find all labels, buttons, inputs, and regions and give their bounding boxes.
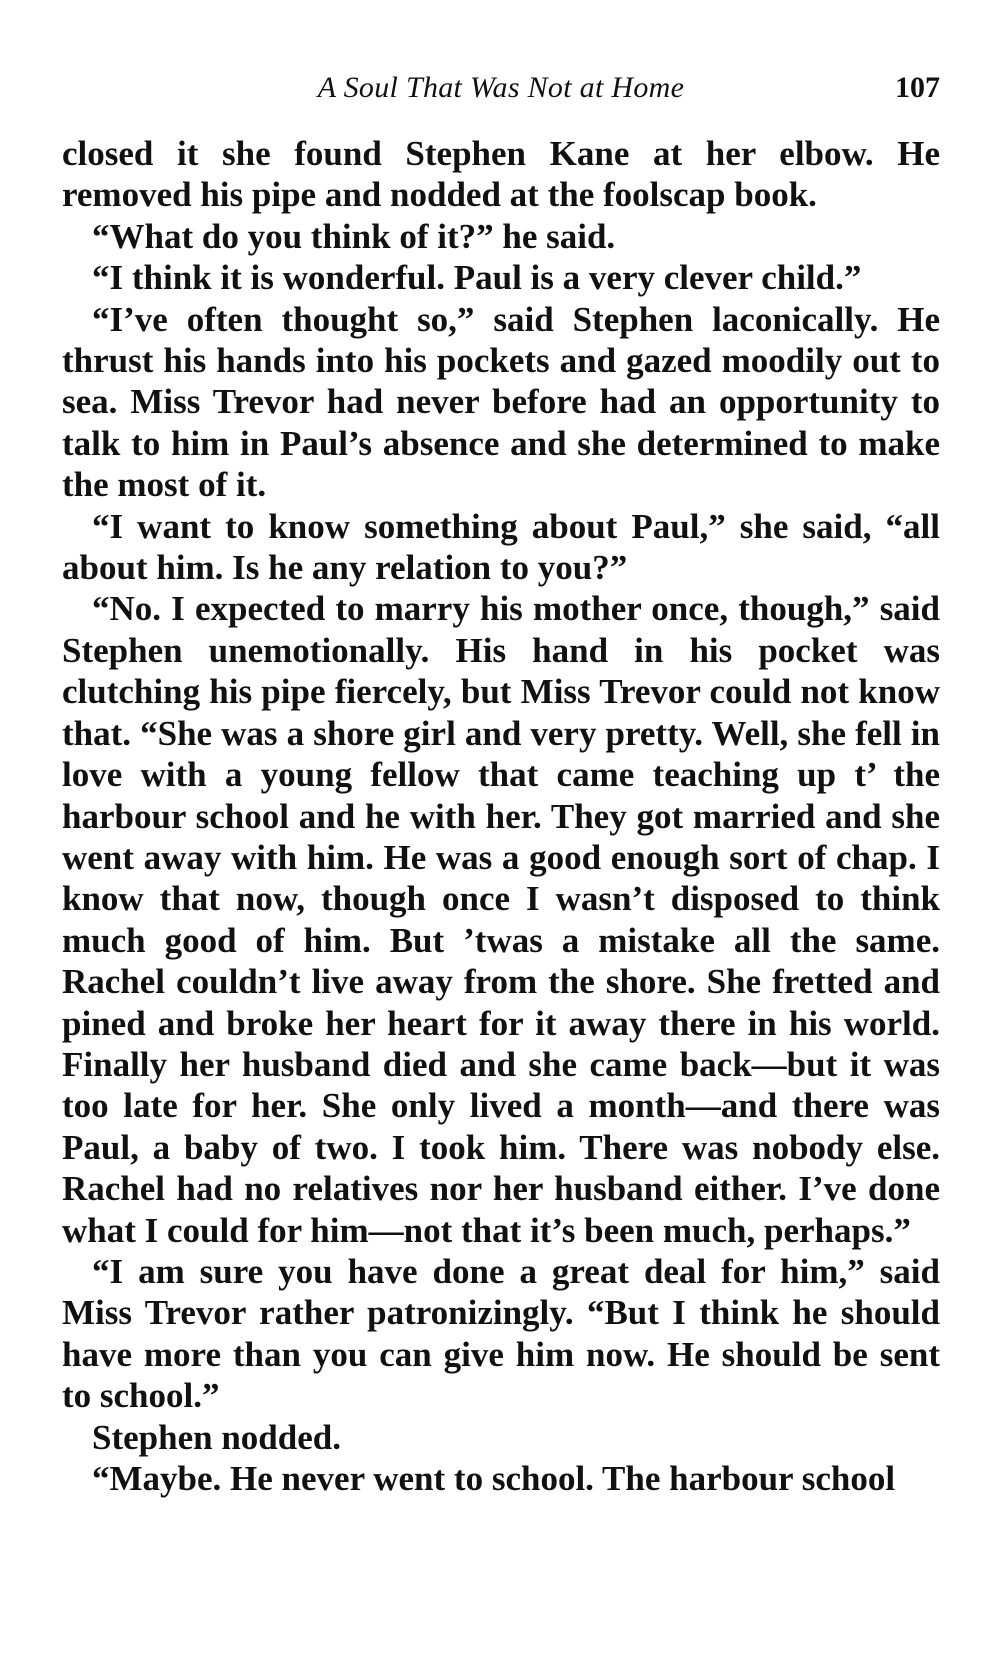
running-title: A Soul That Was Not at Home [317, 71, 685, 104]
paragraph: “Maybe. He never went to school. The harbour school [92, 1459, 896, 1498]
paragraph: Stephen nodded. [92, 1417, 341, 1457]
paragraph: “No. I expected to marry his mother once, though,” said Stephen unemotionally. His hand in his pocket was clutching his pipe fiercely, but Miss Trevor could not know that. “She was a shore girl and very pretty. Well, she fell in love with a young fellow that came teaching up t’ the harbour school and he with her. They got married and she went away with him. He was a good enough sort of chap. I know that now, though once I wasn’t disposed to think much good of him. But ’twas a mistake all the same. Rachel couldn’t live away from the shore. She fretted and pined and broke her heart for it away there in his world. Finally her husband died and she came back—but it was too late for her. She only lived a month—and there was Paul, a baby of two. I took him. There was nobody else. Rachel had no relatives nor her husband either. I’ve done what I could for him—not that it’s been much, perhaps.” [62, 589, 940, 1250]
paragraph-continued: closed it she found Stephen Kane at her elbow. He removed his pipe and nodded at the foolscap book. [62, 134, 940, 215]
body-text [62, 133, 940, 1499]
paragraph: “I think it is wonderful. Paul is a very clever child.” [92, 258, 862, 298]
paragraph: “I’ve often thought so,” said Stephen laconically. He thrust his hands into his pockets and gazed moodily out to sea. Miss Trevor had never before had an opportunity to talk to him in Paul’s absence and she determined to make the most of it. [62, 299, 940, 505]
paragraph: “I am sure you have done a great deal for him,” said Miss Trevor rather patronizingly. “But I think he should have more than you can give him now. He should be sent to school.” [62, 1251, 940, 1416]
running-head [62, 68, 940, 108]
paragraph: “What do you think of it?” he said. [92, 216, 616, 256]
page-number: 107 [895, 71, 940, 104]
paragraph: “I want to know something about Paul,” she said, “all about him. Is he any relation to you?” [62, 506, 940, 588]
